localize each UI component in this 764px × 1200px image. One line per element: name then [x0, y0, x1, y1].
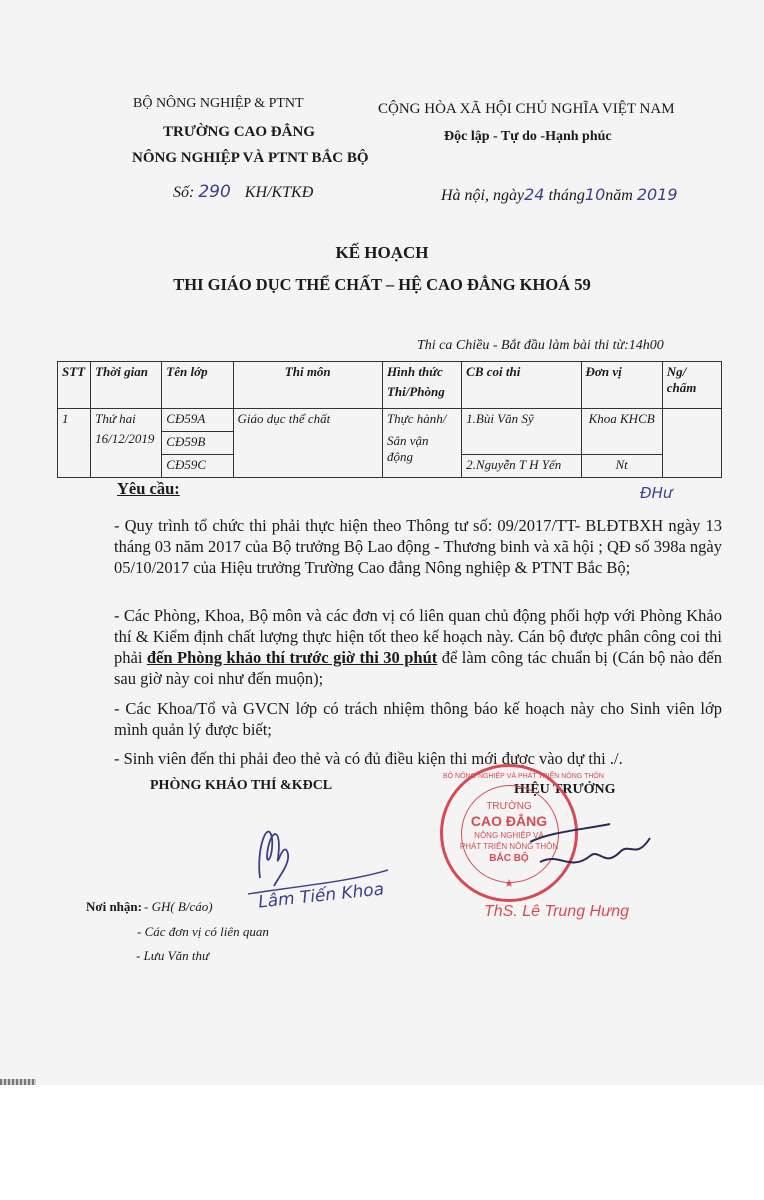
document-title: KẾ HOẠCH: [335, 243, 429, 262]
scan-edge-mark: [0, 1079, 36, 1085]
school-name-line1: TRƯỜNG CAO ĐẲNG: [163, 124, 315, 140]
cell-form: [382, 409, 461, 478]
cell-class-a: CĐ59A: [162, 409, 233, 432]
cell-unit2: Nt: [581, 455, 662, 478]
header-unit: Đơn vị: [581, 362, 662, 409]
stamp-line2: CAO ĐẲNG: [470, 813, 548, 829]
national-motto: Độc lập - Tự do -Hạnh phúc: [444, 129, 612, 144]
cell-unit1: Khoa KHCB: [581, 409, 662, 455]
stamp-line1: TRƯỜNG: [486, 801, 532, 812]
left-signer-title: PHÒNG KHẢO THÍ &KĐCL: [150, 778, 333, 793]
header-class: Tên lớp: [162, 362, 233, 409]
right-signer-name-text: ThS. Lê Trung Hưng: [484, 903, 630, 920]
date-day: 24: [524, 185, 545, 204]
date-year: 2019: [636, 185, 678, 204]
cell-form-line2: Sân vận động: [386, 433, 429, 464]
header-stt: STT: [58, 362, 91, 409]
header-form: [382, 362, 461, 409]
header-time: Thời gian: [91, 362, 162, 409]
recipient-item-1: - GH( B/cáo): [144, 899, 213, 914]
stamp-ring-text: BỘ NÔNG NGHIỆP VÀ PHÁT TRIỂN NÔNG THÔN: [443, 773, 604, 780]
right-signer-title: HIỆU TRƯỞNG: [514, 782, 616, 797]
header-subject: Thi môn: [233, 362, 382, 409]
left-signer-name: Lâm Tiến Khoa: [257, 879, 386, 913]
session-note: Thi ca Chiều - Bắt đầu làm bài thi từ:14h00: [417, 338, 664, 353]
month-label: tháng: [548, 187, 585, 204]
ministry-name: BỘ NÔNG NGHIỆP & PTNT: [133, 96, 304, 111]
cell-proctor2: 2.Nguyễn T H Yến: [462, 455, 581, 478]
requirement-2-text-b: để làm công tác chuẩn bị (Cán bộ nào đến sau giờ này coi như đến muộn);: [114, 648, 722, 688]
nation-name: CỘNG HÒA XÃ HỘI CHỦ NGHĨA VIỆT NAM: [378, 101, 675, 117]
header-form-line1: Hình thức: [386, 364, 443, 379]
stamp-star-icon: ★: [504, 878, 514, 890]
school-name-line2: NÔNG NGHIỆP VÀ PTNT BẮC BỘ: [132, 150, 369, 166]
document-subtitle: THI GIÁO DỤC THỂ CHẤT – HỆ CAO ĐẲNG KHOÁ 59: [173, 275, 591, 294]
header-form-line2: Thi/Phòng: [386, 384, 445, 399]
requirements-title: Yêu cầu:: [117, 479, 180, 498]
cell-proctor1: 1.Bùi Văn Sỹ: [462, 409, 581, 455]
cell-grader: [662, 409, 721, 478]
right-signer-name: [484, 903, 629, 921]
number-label: Số:: [173, 184, 195, 201]
exam-schedule-table: [57, 361, 722, 478]
cell-time: [91, 409, 162, 478]
stamp-line4: PHÁT TRIỂN NÔNG THÔN: [459, 842, 559, 851]
date-month: 10: [584, 185, 606, 204]
requirement-4: - Sinh viên đến thi phải đeo thẻ và có đủ điều kiện thi mới được vào dự thi ./.: [114, 749, 623, 768]
requirement-2: [114, 605, 722, 689]
requirement-2-emphasis: đến Phòng khảo thí trước giờ thi 30 phút: [146, 648, 438, 667]
header-grader: Ng/ chấm: [662, 362, 721, 409]
stamp-line5: BẮC BỘ: [489, 853, 529, 864]
cell-time-day: Thứ hai: [95, 411, 136, 426]
right-signature-scribble: [520, 812, 670, 882]
place-date: [441, 185, 678, 205]
number-value: 290: [198, 182, 231, 202]
recipient-item-3: - Lưu Văn thư: [136, 948, 210, 963]
stamp-line3: NÔNG NGHIỆP VÀ: [474, 831, 544, 840]
requirement-3: - Các Khoa/Tổ và GVCN lớp có trách nhiệm thông báo kế hoạch này cho Sinh viên lớp mình quản lý được biết;: [114, 699, 722, 739]
recipient-item-2: - Các đơn vị có liên quan: [137, 924, 269, 939]
requirement-2-text-a: - Các Phòng, Khoa, Bộ môn và các đơn vị có liên quan chủ động phối hợp với Phòng Khảo thí & Kiểm định chất lượng thực hiện tốt theo kế hoạch này. Cán bộ được phân công coi thi phải: [114, 606, 722, 667]
cell-class-b: CĐ59B: [162, 432, 233, 455]
cell-form-line1: Thực hành/: [386, 411, 447, 426]
document-number: [173, 182, 313, 202]
header-proctor: CB coi thi: [462, 362, 581, 409]
number-code: KH/KTKĐ: [244, 184, 314, 201]
requirement-1: - Quy trình tổ chức thi phải thực hiện theo Thông tư số: 09/2017/TT- BLĐTBXH ngày 13 tháng 03 năm 2017 của Bộ trưởng Bộ Lao động - Thương binh và xã hội ; QĐ số 398a ngày 05/10/2017 của Hiệu trưởng Trường Cao đẳng Nông nghiệp & PTNT Bắc Bộ;: [114, 516, 722, 577]
table-row: [58, 409, 722, 432]
cell-subject: Giáo dục thể chất: [233, 409, 382, 478]
place-date-prefix: Hà nội, ngày: [441, 187, 525, 204]
table-header-row: [58, 362, 722, 409]
cell-class-c: CĐ59C: [162, 455, 233, 478]
year-label: năm: [605, 187, 633, 204]
cell-time-date: 16/12/2019: [95, 431, 155, 446]
cell-stt: 1: [58, 409, 91, 478]
recipients-label: Nơi nhận:: [86, 899, 142, 914]
handwritten-initials: ĐHư: [640, 484, 673, 502]
